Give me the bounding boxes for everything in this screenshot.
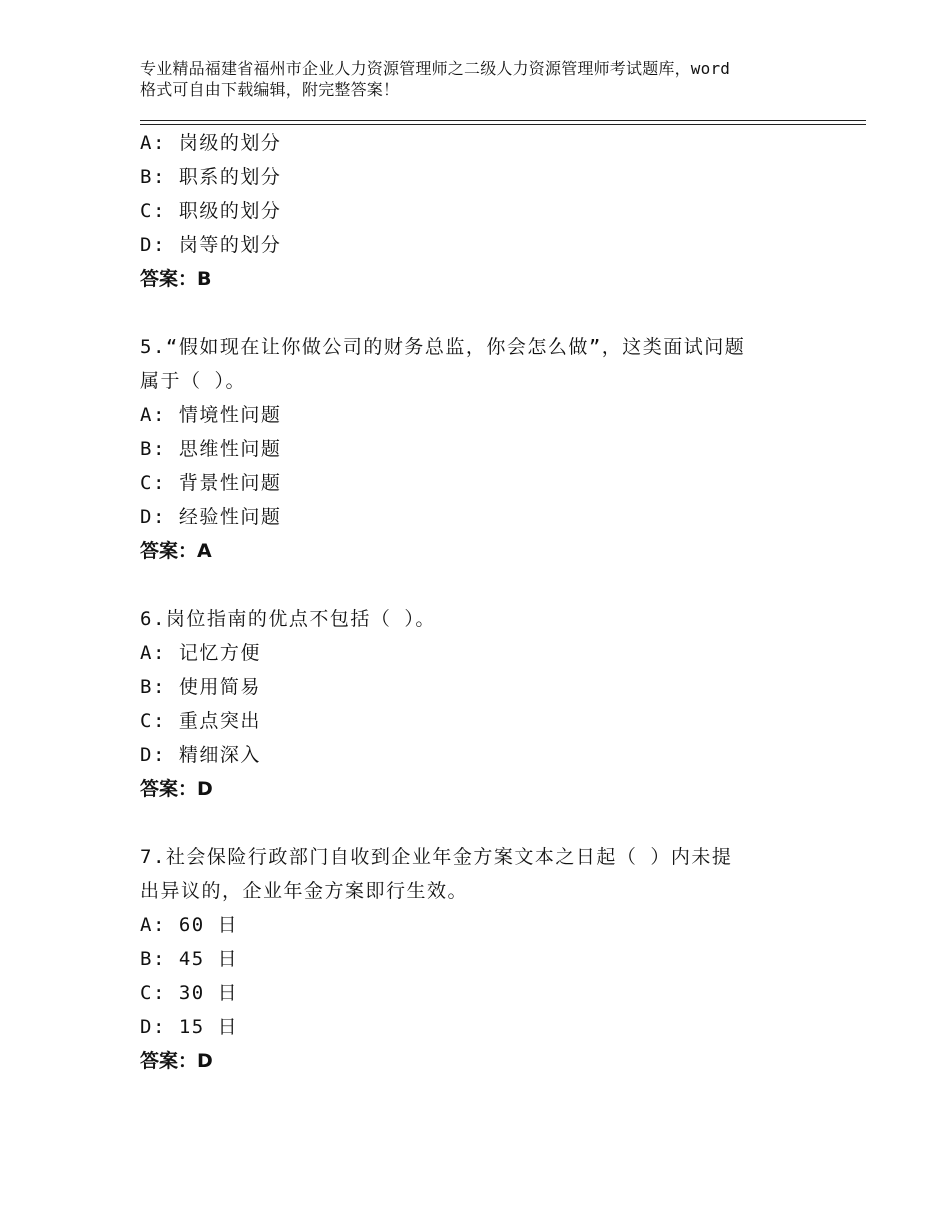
question-stem-line-2: 出异议的，企业年金方案即行生效。	[140, 880, 469, 902]
spacer	[140, 296, 866, 330]
option-b: B: 思维性问题	[140, 438, 282, 460]
answer-label: 答案：A	[140, 540, 212, 562]
question-stem-line-2: 属于（ ）。	[140, 370, 246, 392]
answer-label: 答案：B	[140, 268, 212, 290]
spacer	[140, 806, 866, 840]
option-a: A: 情境性问题	[140, 404, 282, 426]
header-title-line-2: 格式可自由下载编辑，附完整答案！	[140, 80, 400, 99]
option-c: C: 30 日	[140, 982, 239, 1004]
option-b: B: 职系的划分	[140, 166, 282, 188]
option-a: A: 岗级的划分	[140, 132, 282, 154]
question-list	[140, 126, 866, 1078]
option-d: D: 精细深入	[140, 744, 261, 766]
header-double-rule	[140, 120, 866, 125]
question-stem-line-1: 6.岗位指南的优点不包括（ ）。	[140, 608, 436, 630]
option-d: D: 15 日	[140, 1016, 239, 1038]
option-c: C: 重点突出	[140, 710, 261, 732]
option-a: A: 60 日	[140, 914, 239, 936]
option-d: D: 经验性问题	[140, 506, 282, 528]
option-c: C: 职级的划分	[140, 200, 282, 222]
option-b: B: 使用简易	[140, 676, 261, 698]
question-6	[140, 602, 866, 806]
answer-label: 答案：D	[140, 778, 213, 800]
question-4	[140, 126, 866, 296]
option-b: B: 45 日	[140, 948, 239, 970]
option-a: A: 记忆方便	[140, 642, 261, 664]
document-header	[140, 58, 830, 100]
question-stem-line-1: 5.“假如现在让你做公司的财务总监，你会怎么做”，这类面试问题	[140, 336, 746, 358]
question-5	[140, 330, 866, 568]
answer-label: 答案：D	[140, 1050, 213, 1072]
question-stem-line-1: 7.社会保险行政部门自收到企业年金方案文本之日起（ ）内未提	[140, 846, 733, 868]
option-d: D: 岗等的划分	[140, 234, 282, 256]
header-title-line-1: 专业精品福建省福州市企业人力资源管理师之二级人力资源管理师考试题库，word	[140, 59, 731, 78]
question-7	[140, 840, 866, 1078]
option-c: C: 背景性问题	[140, 472, 282, 494]
spacer	[140, 568, 866, 602]
